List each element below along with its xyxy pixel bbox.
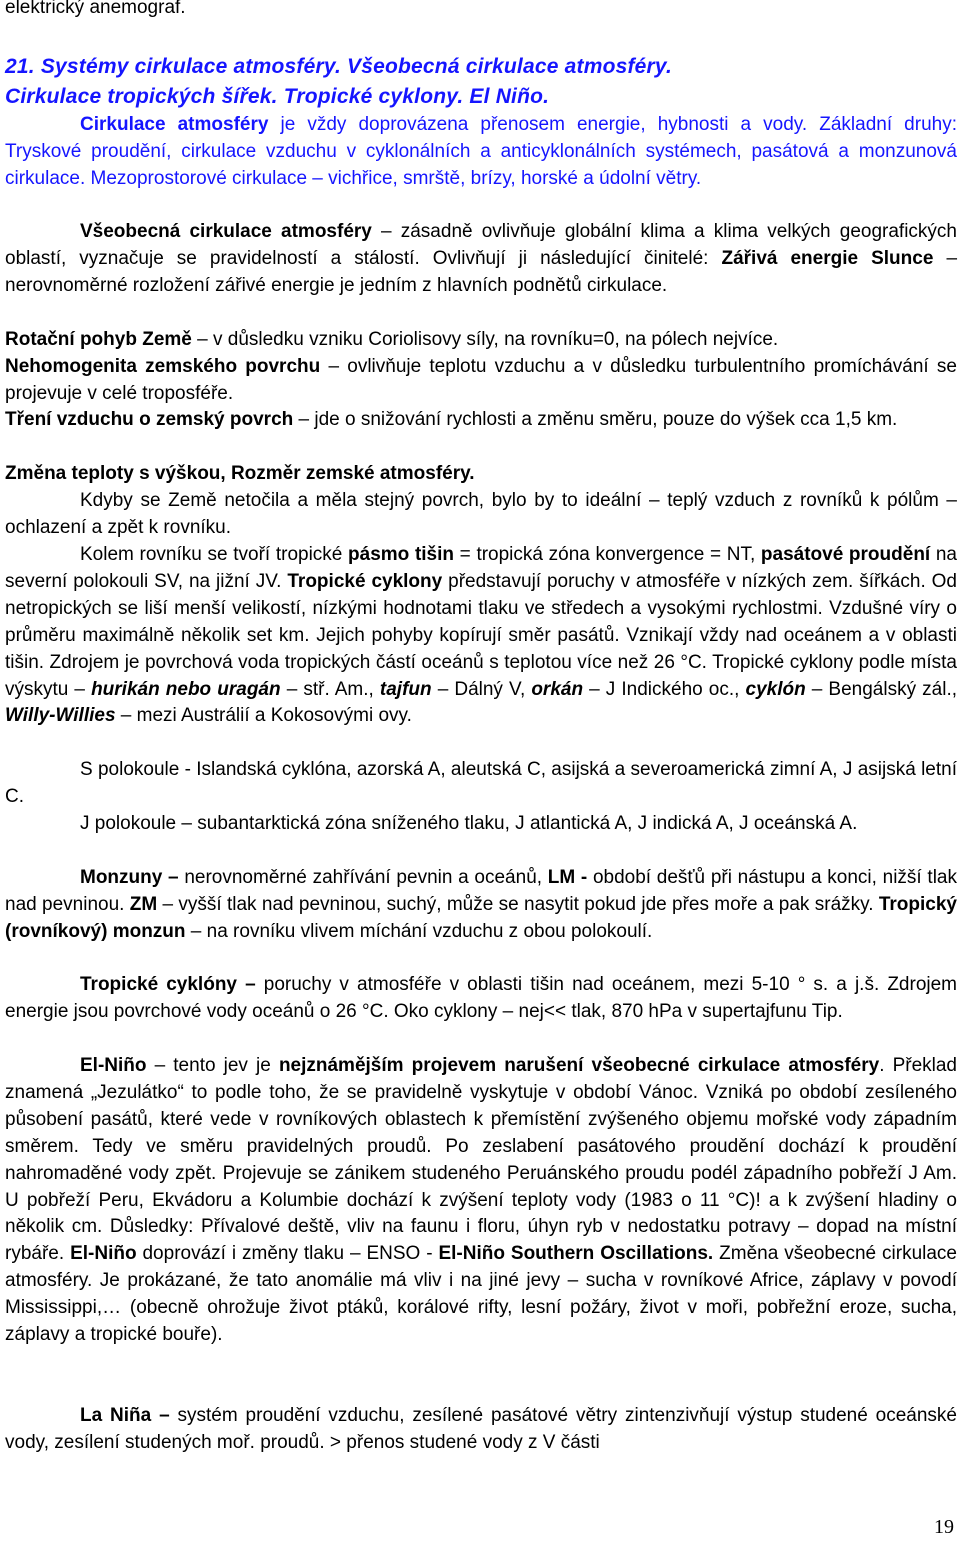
text: – ovlivňuje teplotu vzduchu a v důsledku turbulentního promíchávání se projevuje v celé troposféře. bbox=[5, 356, 957, 404]
term: El-Niño bbox=[70, 1243, 137, 1265]
text: – stř. Am., bbox=[280, 678, 380, 700]
text: . Překlad znamená „Jezulátko“ to podle toho, že se pravidelně vyskytuje v období Vánoc. Vzniká po období zesíleného působení pasátů, které vede v rovníkových oblastech k přemístění zvýšeného objemu mořské vody západním směrem. Tedy ve směru pravidelných proudů. Po zeslabení pasátového proudění dochází k proudění nahromaděné vody zpět. Projevuje se zánikem studeného Peruánského proudu podél západního pobřeží J Am. U pobřeží Peru, Ekvádoru a Kolumbie dochází k zvýšení teploty vody (1983 o 11 °C)! a k zvýšení hladiny o několik cm. Důsledky: Přívalové deště, vliv na faunu i floru, úhyn ryb v nedostatku potravy – dopad na místní rybáře. bbox=[5, 1055, 957, 1265]
heading-line-2: Cirkulace tropických šířek. Tropické cyklony. El Niño. bbox=[5, 85, 550, 108]
text: – nerovnoměrné rozložení zářivé energie je jedním z hlavních podnětů cirkulace. bbox=[5, 247, 958, 296]
term: nejznámějším projevem narušení všeobecné cirkulace atmosféry bbox=[278, 1055, 880, 1076]
paragraph-general-circulation bbox=[5, 219, 957, 300]
paragraph-circulation bbox=[5, 112, 957, 193]
paragraph-tropical-cyclones bbox=[5, 972, 957, 1026]
text: = tropická zóna konvergence = NT, bbox=[454, 544, 761, 565]
term: Zářivá energie Slunce bbox=[721, 247, 934, 269]
term: LM - bbox=[547, 867, 588, 888]
paragraph-nonhomogeneity bbox=[5, 354, 957, 408]
text: na severní polokouli SV, na jižní JV. bbox=[5, 544, 958, 592]
text: je vždy doprovázena přenosem energie, hybnosti a vody. Základní druhy: Tryskové proudění, cirkulace vzduchu v cyklonálních a anticyklonálních systémech, pasátová a monzunová cirkulace. Mezoprostorové cirkulace – vichřice, smrště, brízy, horské a údolní větry. bbox=[5, 114, 957, 189]
term: La Niña – bbox=[80, 1405, 170, 1426]
term: Willy-Willies bbox=[5, 705, 116, 727]
term: pásmo tišin bbox=[348, 544, 455, 565]
heading-line-1: 21. Systémy cirkulace atmosféry. Všeobecná cirkulace atmosféry. bbox=[5, 55, 673, 78]
text: Změna všeobecné cirkulace atmosféry. Je prokázané, že tato anomálie má vliv i na jiné jevy – sucha v rovníkové Africe, záplavy v povodí Mississippi,… (obecně ohrožuje život ptáků, korálové rifty, lesní požáry, život v moři, pobřežní eroze, sucha, záplavy a tropické bouře). bbox=[5, 1243, 957, 1346]
text: nerovnoměrné zahřívání pevnin a oceánů, bbox=[178, 867, 548, 888]
term: Tropický (rovníkový) monzun bbox=[5, 893, 957, 942]
page-number: 19 bbox=[934, 1516, 954, 1538]
paragraph-south-hemisphere: J polokoule – subantarktická zóna sníženého tlaku, J atlantická A, J indická A, J oceánská A. bbox=[80, 813, 858, 834]
text: poruchy v atmosféře v oblasti tišin nad oceánem, mezi 5-10 ° s. a j.š. Zdrojem energie jsou povrchové vody oceánů o 26 °C. Oko cyklony – nej<< tlak, 870 hPa v supertajfunu Tip. bbox=[5, 974, 957, 1022]
paragraph-friction bbox=[5, 407, 957, 434]
term: tajfun bbox=[379, 678, 432, 700]
term: Tropické cyklony bbox=[287, 570, 443, 592]
term: pasátové proudění bbox=[760, 544, 931, 565]
text: – vyšší tlak nad pevninou, suchý, může se nasytit pokud jde přes moře a pak srážky. bbox=[157, 893, 879, 915]
term: Cirkulace atmosféry bbox=[80, 114, 269, 135]
text: – jde o snižování rychlosti a změnu směru, pouze do výšek cca 1,5 km. bbox=[293, 409, 898, 430]
paragraph-el-nino bbox=[5, 1053, 957, 1349]
paragraph-north-hemisphere: S polokoule - Islandská cyklóna, azorská A, aleutská C, asijská a severoamerická zimní A, J asijská letní C. bbox=[5, 759, 957, 807]
text: představují poruchy v atmosféře v nízkých zem. šířkách. Od netropických se liší menší velikostí, nízkými hodnotami tlaku ve středech a vysokými rychlostmi. Vzdušné víry o průměru maximálně několik set km. Jejich pohyby kopírují směr pasátů. Vznikají vždy nad oceánem a v oblasti tišin. Zdrojem je povrchová voda tropických částí oceánů s teplotou více než 26 °C. Tropické cyklony podle místa výskytu – bbox=[5, 570, 957, 700]
text: – Bengálský zál., bbox=[805, 678, 958, 700]
text: – na rovníku vlivem míchání vzduchu z obou polokoulí. bbox=[185, 920, 653, 942]
text: doprovází i změny tlaku – ENSO - bbox=[136, 1243, 439, 1265]
term: El-Niño Southern Oscillations. bbox=[438, 1243, 714, 1265]
paragraph-tropics bbox=[5, 542, 957, 730]
term: Všeobecná cirkulace atmosféry bbox=[80, 221, 372, 242]
term: El-Niño bbox=[80, 1055, 147, 1076]
text: – Dálný V, bbox=[431, 678, 532, 700]
text: – J Indického oc., bbox=[583, 678, 746, 700]
term: Rotační pohyb Země bbox=[5, 329, 192, 350]
term: ZM bbox=[129, 893, 158, 915]
term: Tření vzduchu o zemský povrch bbox=[5, 409, 294, 430]
text: období dešťů při nástupu a konci, nižší tlak nad pevninou. bbox=[5, 867, 957, 915]
paragraph-temperature: Změna teploty s výškou, Rozměr zemské atmosféry. bbox=[5, 463, 475, 484]
paragraph-la-nina bbox=[5, 1403, 957, 1457]
text: – zásadně ovlivňuje globální klima a klima velkých geografických oblastí, vyznačuje se pravidelností a stálostí. Ovlivňují ji následující činitelé: bbox=[5, 221, 957, 269]
text: systém proudění vzduchu, zesílené pasátové větry zintenzivňují výstup studené oceánské vody, zesílení studených moř. proudů. > přenos studené vody z V části bbox=[5, 1405, 957, 1453]
paragraph-monsoons bbox=[5, 865, 957, 946]
prev-line: elektrický anemograf. bbox=[5, 0, 186, 18]
term: Nehomogenita zemského povrchu bbox=[5, 356, 321, 377]
term: orkán bbox=[531, 678, 584, 700]
section-heading bbox=[5, 52, 957, 112]
term: hurikán nebo uragán bbox=[91, 678, 281, 700]
paragraph-rotation bbox=[5, 327, 957, 354]
term: cyklón bbox=[745, 678, 806, 700]
text: – tento jev je bbox=[146, 1055, 279, 1076]
text: Kolem rovníku se tvoří tropické bbox=[80, 544, 349, 565]
term: Tropické cyklóny – bbox=[80, 974, 256, 995]
paragraph-ideal: Kdyby se Země netočila a měla stejný povrch, bylo by to ideální – teplý vzduch z rovníků k pólům – ochlazení a zpět k rovníku. bbox=[5, 490, 957, 538]
term: Monzuny – bbox=[80, 867, 179, 888]
text: – mezi Austrálií a Kokosovými ovy. bbox=[115, 705, 412, 727]
text: – v důsledku vzniku Coriolisovy síly, na rovníku=0, na pólech nejvíce. bbox=[191, 329, 779, 350]
